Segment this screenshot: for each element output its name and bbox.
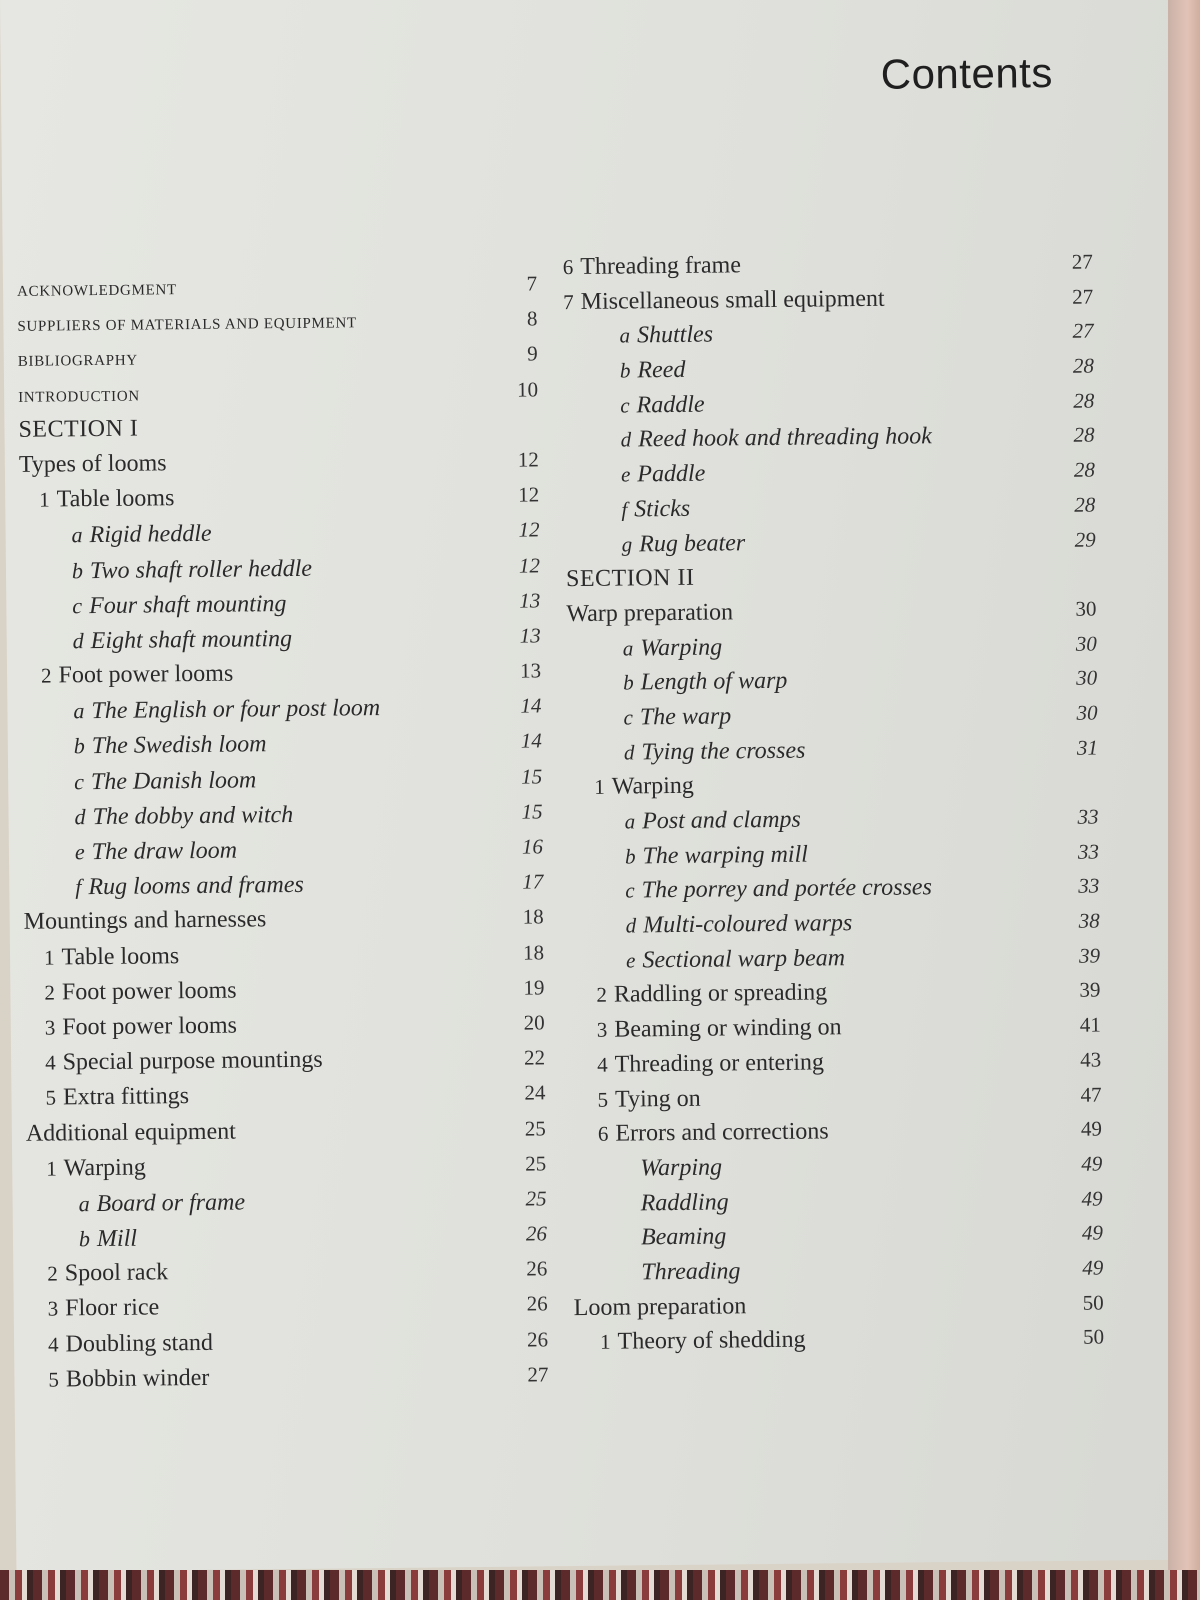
toc-entry-number: b (73, 733, 85, 759)
toc-entry-page: 17 (522, 869, 544, 894)
toc-entry-page: 47 (1080, 1082, 1102, 1107)
toc-entry-number: c (72, 592, 83, 618)
toc-entry-page: 12 (518, 552, 541, 578)
toc-entry (17, 302, 537, 343)
toc-entry-page: 27 (1072, 318, 1094, 344)
toc-entry-page: 20 (523, 1010, 545, 1035)
toc-entry-label: Tying on (614, 1085, 701, 1113)
toc-entry-number: a (71, 522, 83, 548)
toc-entry-number: 5 (48, 1367, 60, 1392)
toc-entry-label: Threading or entering (614, 1049, 825, 1078)
toc-entry-number: 1 (599, 1329, 611, 1355)
toc-entry (18, 372, 538, 413)
toc-entry-number: 4 (47, 1332, 59, 1357)
toc-entry-page: 25 (524, 1115, 546, 1141)
toc-entry-number: e (620, 462, 631, 487)
toc-entry-page: 30 (1075, 631, 1097, 656)
toc-entry-page: 49 (1081, 1186, 1103, 1211)
toc-entry-label: Doubling stand (65, 1329, 214, 1358)
toc-entry-number: d (625, 913, 637, 938)
toc-entry (28, 1287, 548, 1328)
toc-entry-label: SECTION II (565, 564, 695, 593)
toc-entry-label: BIBLIOGRAPHY (17, 352, 138, 371)
toc-entry-number: 2 (47, 1261, 58, 1286)
toc-entry (26, 1111, 546, 1152)
toc-entry-label: Post and clamps (641, 806, 801, 835)
toc-entry (26, 1181, 546, 1222)
toc-entry-page: 7 (526, 271, 538, 296)
toc-entry-number: e (74, 839, 85, 865)
toc-entry (563, 245, 1093, 285)
toc-entry-page: 38 (1078, 908, 1100, 933)
toc-entry-number: g (621, 531, 633, 557)
toc-entry-number: 1 (43, 945, 55, 970)
toc-entry-page: 16 (521, 834, 544, 859)
toc-entry-number: c (74, 768, 85, 794)
toc-entry (24, 970, 544, 1011)
toc-entry-number: d (74, 803, 86, 830)
toc-entry (19, 442, 539, 483)
toc-entry-label: Reed hook and threading hook (638, 423, 932, 453)
toc-entry-page: 22 (523, 1045, 546, 1070)
toc-entry (27, 1252, 547, 1293)
toc-entry-label: The Danish loom (90, 766, 257, 795)
toc-entry-label: INTRODUCTION (18, 388, 140, 406)
toc-entry-label: Warping (640, 634, 723, 661)
toc-entry (28, 1357, 548, 1398)
toc-entry-number: 4 (45, 1050, 56, 1075)
toc-entry-number: 1 (46, 1156, 57, 1181)
toc-entry-page: 30 (1076, 665, 1098, 691)
toc-entry-label: Threading (641, 1258, 741, 1286)
toc-entry (569, 834, 1099, 874)
toc-entry-page: 30 (1076, 700, 1098, 725)
toc-entry-label: Tying the crosses (641, 737, 806, 765)
toc-entry (564, 349, 1094, 389)
toc-entry-label: Multi-coloured warps (643, 910, 853, 939)
toc-entry-page: 15 (521, 763, 543, 789)
toc-entry-number: a (619, 323, 631, 348)
toc-entry-number: b (623, 670, 634, 695)
toc-entry-label: Reed (637, 356, 686, 384)
toc-entry-page: 8 (526, 306, 538, 331)
toc-entry-page: 25 (525, 1151, 547, 1176)
toc-entry-page: 33 (1078, 873, 1100, 899)
toc-entry (25, 1076, 545, 1117)
contents-column-right (563, 245, 1105, 1360)
toc-entry-label: Rug looms and frames (88, 872, 304, 901)
toc-entry-number: b (619, 358, 631, 383)
toc-entry (25, 1040, 545, 1081)
toc-entry-label: The warp (639, 703, 732, 731)
toc-entry-label: Special purpose mountings (62, 1046, 323, 1076)
toc-entry-label: Raddling (640, 1188, 729, 1216)
toc-entry-label: Extra fittings (62, 1083, 190, 1111)
toc-entry-page: 28 (1072, 353, 1095, 378)
toc-entry-number: 6 (597, 1121, 609, 1146)
contents-column-left (17, 266, 549, 1397)
toc-entry-number: d (620, 427, 632, 452)
toc-entry-label: Threading frame (580, 252, 742, 280)
toc-entry (23, 900, 543, 941)
toc-entry-label: The dobby and witch (92, 801, 294, 830)
toc-entry-label: Sectional warp beam (642, 944, 846, 974)
toc-entry-label: Length of warp (640, 668, 788, 696)
toc-entry-page: 27 (527, 1362, 549, 1387)
toc-entry-page: 12 (518, 517, 540, 542)
toc-entry-label: Warp preparation (566, 599, 734, 627)
toc-entry-label: Raddling or spreading (613, 979, 828, 1009)
toc-entry-number: 2 (44, 980, 56, 1005)
toc-entry-label: Rigid heddle (89, 521, 212, 549)
toc-entry (571, 1077, 1101, 1117)
book-edge (1168, 0, 1200, 1600)
toc-entry-label: ACKNOWLEDGMENT (16, 282, 177, 300)
toc-entry (21, 689, 541, 730)
toc-entry-label: Warping (611, 773, 694, 800)
toc-entry-label: Errors and corrections (615, 1118, 829, 1147)
toc-entry-page: 50 (1082, 1290, 1104, 1315)
toc-entry-label: The draw loom (91, 837, 238, 866)
toc-entry (572, 1146, 1102, 1186)
toc-entry (564, 383, 1094, 423)
toc-entry-page: 24 (524, 1080, 546, 1105)
toc-entry-label: Foot power looms (58, 660, 234, 689)
toc-entry-page: 26 (526, 1256, 548, 1281)
toc-entry-label: Additional equipment (25, 1118, 236, 1147)
toc-entry (28, 1322, 548, 1363)
toc-entry (563, 279, 1093, 319)
toc-entry-number: 1 (39, 487, 50, 512)
toc-entry (568, 730, 1098, 770)
toc-entry (571, 1008, 1101, 1048)
toc-entry-page: 18 (522, 939, 545, 965)
toc-entry-page: 26 (525, 1221, 548, 1246)
toc-entry-number: 3 (44, 1015, 56, 1040)
toc-entry-label: Rug beater (639, 529, 746, 557)
toc-entry (22, 724, 542, 765)
toc-entry (570, 973, 1100, 1013)
toc-entry-label: SECTION I (18, 415, 139, 443)
toc-entry-page: 25 (525, 1186, 547, 1211)
toc-entry-number: 2 (40, 663, 52, 688)
toc-entry-page: 30 (1075, 596, 1097, 621)
toc-entry (21, 653, 541, 694)
toc-entry-number: 5 (45, 1085, 57, 1110)
toc-entry-number: d (623, 740, 635, 765)
toc-entry-number: b (78, 1226, 91, 1252)
toc-entry-label: The Swedish loom (91, 731, 267, 760)
toc-entry-page: 26 (526, 1326, 549, 1352)
toc-entry-number: b (71, 557, 84, 583)
toc-entry (567, 661, 1097, 701)
toc-entry-label: Spool rack (64, 1259, 169, 1287)
toc-entry-label: Four shaft mounting (88, 590, 287, 619)
toc-entry-label: Board or frame (96, 1189, 246, 1217)
toc-entry-label: Types of looms (18, 450, 167, 478)
toc-entry-page: 50 (1082, 1324, 1105, 1350)
toc-entry (27, 1216, 547, 1257)
toc-entry-page: 9 (527, 341, 538, 366)
toc-entry-page: 28 (1073, 388, 1095, 413)
toc-entry-page: 15 (521, 799, 543, 824)
toc-entry-number: 3 (596, 1017, 608, 1042)
toc-entry (567, 626, 1097, 666)
toc-entry (21, 618, 541, 659)
toc-entry (568, 765, 1098, 805)
toc-entry-page: 31 (1076, 735, 1099, 760)
toc-entry-page: 49 (1080, 1116, 1103, 1141)
toc-entry-label: Beaming (640, 1223, 727, 1251)
toc-entry (572, 1112, 1102, 1152)
toc-entry-label: Eight shaft mounting (90, 625, 293, 654)
toc-entry (564, 418, 1094, 458)
toc-entry (20, 583, 540, 624)
toc-entry-label: Bobbin winder (65, 1364, 210, 1393)
toc-entry-label: Sticks (634, 495, 691, 523)
toc-entry-label: The English or four post loom (91, 695, 381, 725)
toc-entry-label: SUPPLIERS OF MATERIALS AND EQUIPMENT (17, 315, 357, 336)
toc-entry (563, 314, 1093, 354)
toc-entry-number: 4 (597, 1052, 608, 1077)
toc-entry-number: c (625, 878, 635, 903)
toc-entry-page: 49 (1081, 1151, 1103, 1176)
toc-entry-label: Paddle (637, 460, 706, 488)
toc-entry (23, 829, 543, 870)
toc-entry (18, 407, 538, 448)
toc-entry-number: c (623, 705, 634, 730)
toc-entry-label: Table looms (61, 942, 180, 970)
toc-entry-page: 19 (523, 975, 545, 1000)
toc-entry-label: Floor rice (65, 1294, 160, 1322)
toc-entry-label: Beaming or winding on (614, 1014, 842, 1043)
toc-entry (18, 337, 538, 378)
toc-entry (19, 513, 539, 554)
toc-entry (565, 487, 1095, 527)
toc-entry (572, 1181, 1102, 1221)
toc-entry-number: 3 (47, 1296, 59, 1322)
toc-entry-number: 5 (597, 1087, 609, 1112)
toc-entry (574, 1320, 1104, 1360)
toc-entry (17, 266, 537, 307)
toc-entry-page: 14 (520, 693, 542, 718)
toc-entry-label: Foot power looms (61, 977, 237, 1006)
toc-entry-page: 27 (1072, 284, 1094, 309)
toc-entry-page: 49 (1082, 1255, 1104, 1280)
toc-entry (26, 1146, 546, 1187)
toc-entry-label: Table looms (56, 485, 175, 513)
toc-entry-number: a (73, 698, 85, 724)
toc-entry-page: 14 (520, 728, 542, 754)
toc-entry-label: Theory of shedding (617, 1326, 806, 1355)
toc-entry (20, 548, 540, 589)
toc-entry-page: 39 (1079, 977, 1101, 1003)
toc-entry-number: c (620, 393, 630, 418)
toc-entry-page: 13 (519, 588, 541, 613)
toc-entry-number: a (624, 809, 636, 834)
toc-entry-label: Raddle (636, 391, 705, 419)
toc-entry (573, 1250, 1103, 1290)
toc-entry (569, 869, 1099, 909)
toc-entry-page: 49 (1081, 1220, 1104, 1245)
toc-entry-page: 43 (1080, 1047, 1102, 1072)
toc-entry-page: 26 (526, 1291, 548, 1316)
toc-entry (567, 695, 1097, 735)
toc-entry (571, 1042, 1101, 1082)
toc-entry-number: 6 (562, 255, 574, 280)
toc-entry-page: 33 (1077, 839, 1100, 864)
toc-entry-label: The warping mill (642, 841, 808, 870)
toc-entry (565, 453, 1095, 493)
toc-entry-label: Foot power looms (62, 1012, 238, 1041)
toc-entry-label: The porrey and portée crosses (641, 874, 932, 904)
toc-entry-page: 28 (1073, 457, 1096, 482)
toc-entry (22, 794, 542, 835)
toc-entry-page: 29 (1074, 527, 1096, 552)
toc-entry (24, 935, 544, 976)
toc-entry-number: f (621, 497, 628, 522)
rug-strip (0, 1570, 1200, 1600)
toc-entry-number: 1 (594, 775, 605, 800)
toc-entry-page: 27 (1071, 249, 1093, 274)
toc-entry-page: 10 (516, 376, 539, 402)
toc-entry-page: 13 (519, 658, 542, 683)
toc-entry-number: 2 (596, 983, 608, 1008)
toc-entry-page: 18 (522, 904, 544, 929)
toc-entry-label: Mountings and harnesses (23, 906, 267, 936)
toc-entry-number: b (624, 844, 636, 869)
toc-entry-label: Two shaft roller heddle (89, 555, 313, 584)
toc-entry-label: Warping (640, 1154, 723, 1182)
toc-entry-label: Miscellaneous small equipment (580, 285, 885, 315)
toc-entry-page: 28 (1074, 492, 1096, 517)
toc-entry-label: Mill (96, 1225, 138, 1253)
toc-entry (23, 865, 543, 906)
toc-entry (25, 1005, 545, 1046)
toc-entry (574, 1285, 1104, 1325)
toc-entry (570, 904, 1100, 944)
toc-entry-page: 12 (518, 482, 540, 507)
toc-entry (566, 591, 1096, 631)
toc-entry-number: e (625, 948, 636, 973)
toc-entry-page: 33 (1077, 804, 1099, 829)
toc-entry (573, 1216, 1103, 1256)
toc-entry (19, 478, 539, 519)
toc-entry-number: f (75, 874, 82, 900)
toc-entry (566, 557, 1096, 597)
toc-entry-page: 12 (517, 447, 539, 472)
toc-entry-number: d (72, 628, 84, 654)
toc-entry-label: Warping (63, 1154, 146, 1182)
toc-entry-page: 28 (1073, 422, 1095, 448)
toc-entry (566, 522, 1096, 562)
toc-entry-number: a (622, 635, 634, 661)
toc-entry-number: a (78, 1191, 90, 1217)
page-title: Contents (880, 48, 1054, 98)
toc-entry-page: 39 (1078, 943, 1101, 968)
toc-entry (22, 759, 542, 800)
toc-entry-page: 13 (519, 623, 541, 648)
toc-entry-label: Loom preparation (573, 1292, 747, 1321)
toc-entry (570, 938, 1100, 978)
toc-entry-page: 41 (1079, 1012, 1101, 1037)
toc-entry-label: Shuttles (636, 321, 714, 349)
toc-entry-number: 7 (563, 289, 574, 314)
toc-entry (568, 800, 1098, 840)
